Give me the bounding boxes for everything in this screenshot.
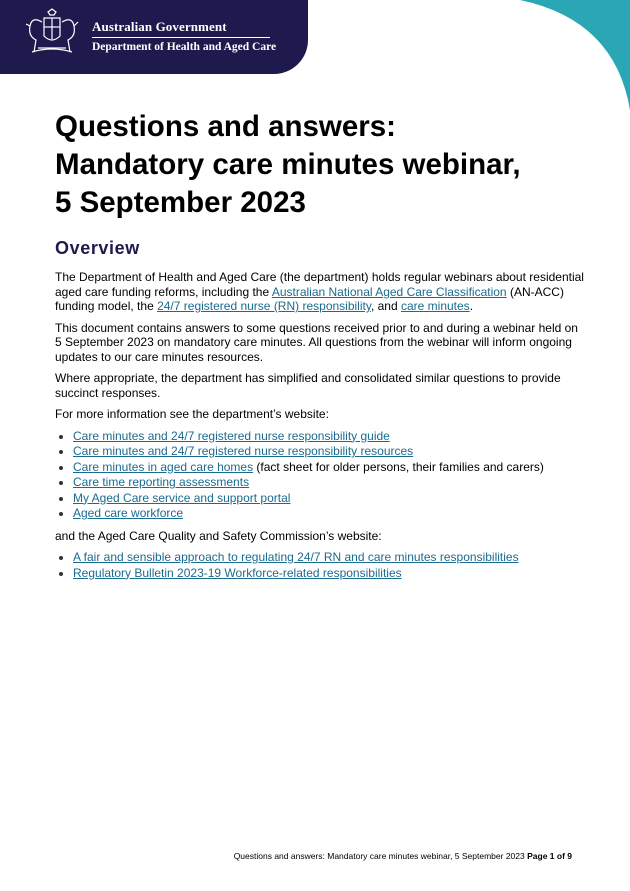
list-item: [55, 475, 585, 491]
department-link[interactable]: Care minutes and 24/7 registered nurse responsibility resources: [73, 444, 414, 458]
list-item: [55, 460, 585, 476]
corner-decoration: [520, 0, 630, 110]
department-link[interactable]: My Aged Care service and support portal: [73, 490, 291, 505]
document-purpose-paragraph: This document contains answers to some questions received prior to and during a webinar held on 5 September 2023 on mandatory care minutes. All questions from the webinar will inform ongoing updates to our care minutes resources.: [55, 320, 578, 364]
department-links-list: [55, 429, 585, 522]
paragraph-text: , and: [370, 299, 401, 313]
commission-website-intro: and the Aged Care Quality and Safety Commission’s website:: [55, 528, 382, 543]
commission-link[interactable]: A fair and sensible approach to regulating 24/7 RN and care minutes responsibilities: [73, 550, 519, 564]
overview-heading: Overview: [55, 238, 140, 258]
footer-text: Questions and answers: Mandatory care minutes webinar, 5 September 2023: [233, 851, 528, 861]
paragraph-text: (AN-ACC) funding model, the: [55, 284, 564, 313]
an-acc-link[interactable]: Australian National Aged Care Classification: [271, 284, 507, 299]
list-item: [55, 550, 585, 566]
commission-links-list: [55, 550, 585, 581]
list-item: [55, 566, 585, 582]
title-line: Questions and answers:: [55, 110, 396, 143]
header-divider: [92, 37, 270, 38]
title-line: 5 September 2023: [55, 186, 306, 219]
paragraph-text: The Department of Health and Aged Care (the department) holds regular webinars about residential aged care funding reforms, including the: [55, 270, 584, 299]
list-item: [55, 491, 585, 507]
department-link[interactable]: Aged care workforce: [73, 506, 184, 520]
list-item: [55, 429, 585, 445]
department-name: Department of Health and Aged Care: [92, 41, 277, 53]
list-item: [55, 444, 585, 460]
title-line: Mandatory care minutes webinar,: [55, 148, 521, 181]
government-name: Australian Government: [92, 19, 227, 34]
department-website-intro: For more information see the department’s website:: [55, 407, 329, 421]
department-link[interactable]: Care time reporting assessments: [73, 475, 250, 489]
simplification-paragraph: Where appropriate, the department has simplified and consolidated similar questions to provide succinct responses.: [55, 371, 561, 400]
intro-paragraph: [55, 270, 585, 314]
coat-of-arms-icon: [22, 8, 82, 58]
overview-content: [55, 270, 585, 588]
rn-responsibility-link[interactable]: 24/7 registered nurse (RN) responsibility: [157, 299, 371, 313]
page-title: [55, 108, 595, 222]
paragraph-text: .: [469, 299, 474, 313]
link-suffix: (fact sheet for older persons, their families and carers): [253, 459, 544, 474]
page-footer: [234, 851, 572, 861]
department-link[interactable]: Care minutes and 24/7 registered nurse responsibility guide: [73, 428, 390, 443]
department-link[interactable]: Care minutes in aged care homes: [73, 459, 254, 474]
commission-link[interactable]: Regulatory Bulletin 2023-19 Workforce-related responsibilities: [73, 565, 402, 580]
care-minutes-link[interactable]: care minutes: [400, 299, 470, 313]
header-band: [0, 0, 308, 74]
list-item: [55, 506, 585, 522]
page-number: Page 1 of 9: [527, 851, 572, 861]
